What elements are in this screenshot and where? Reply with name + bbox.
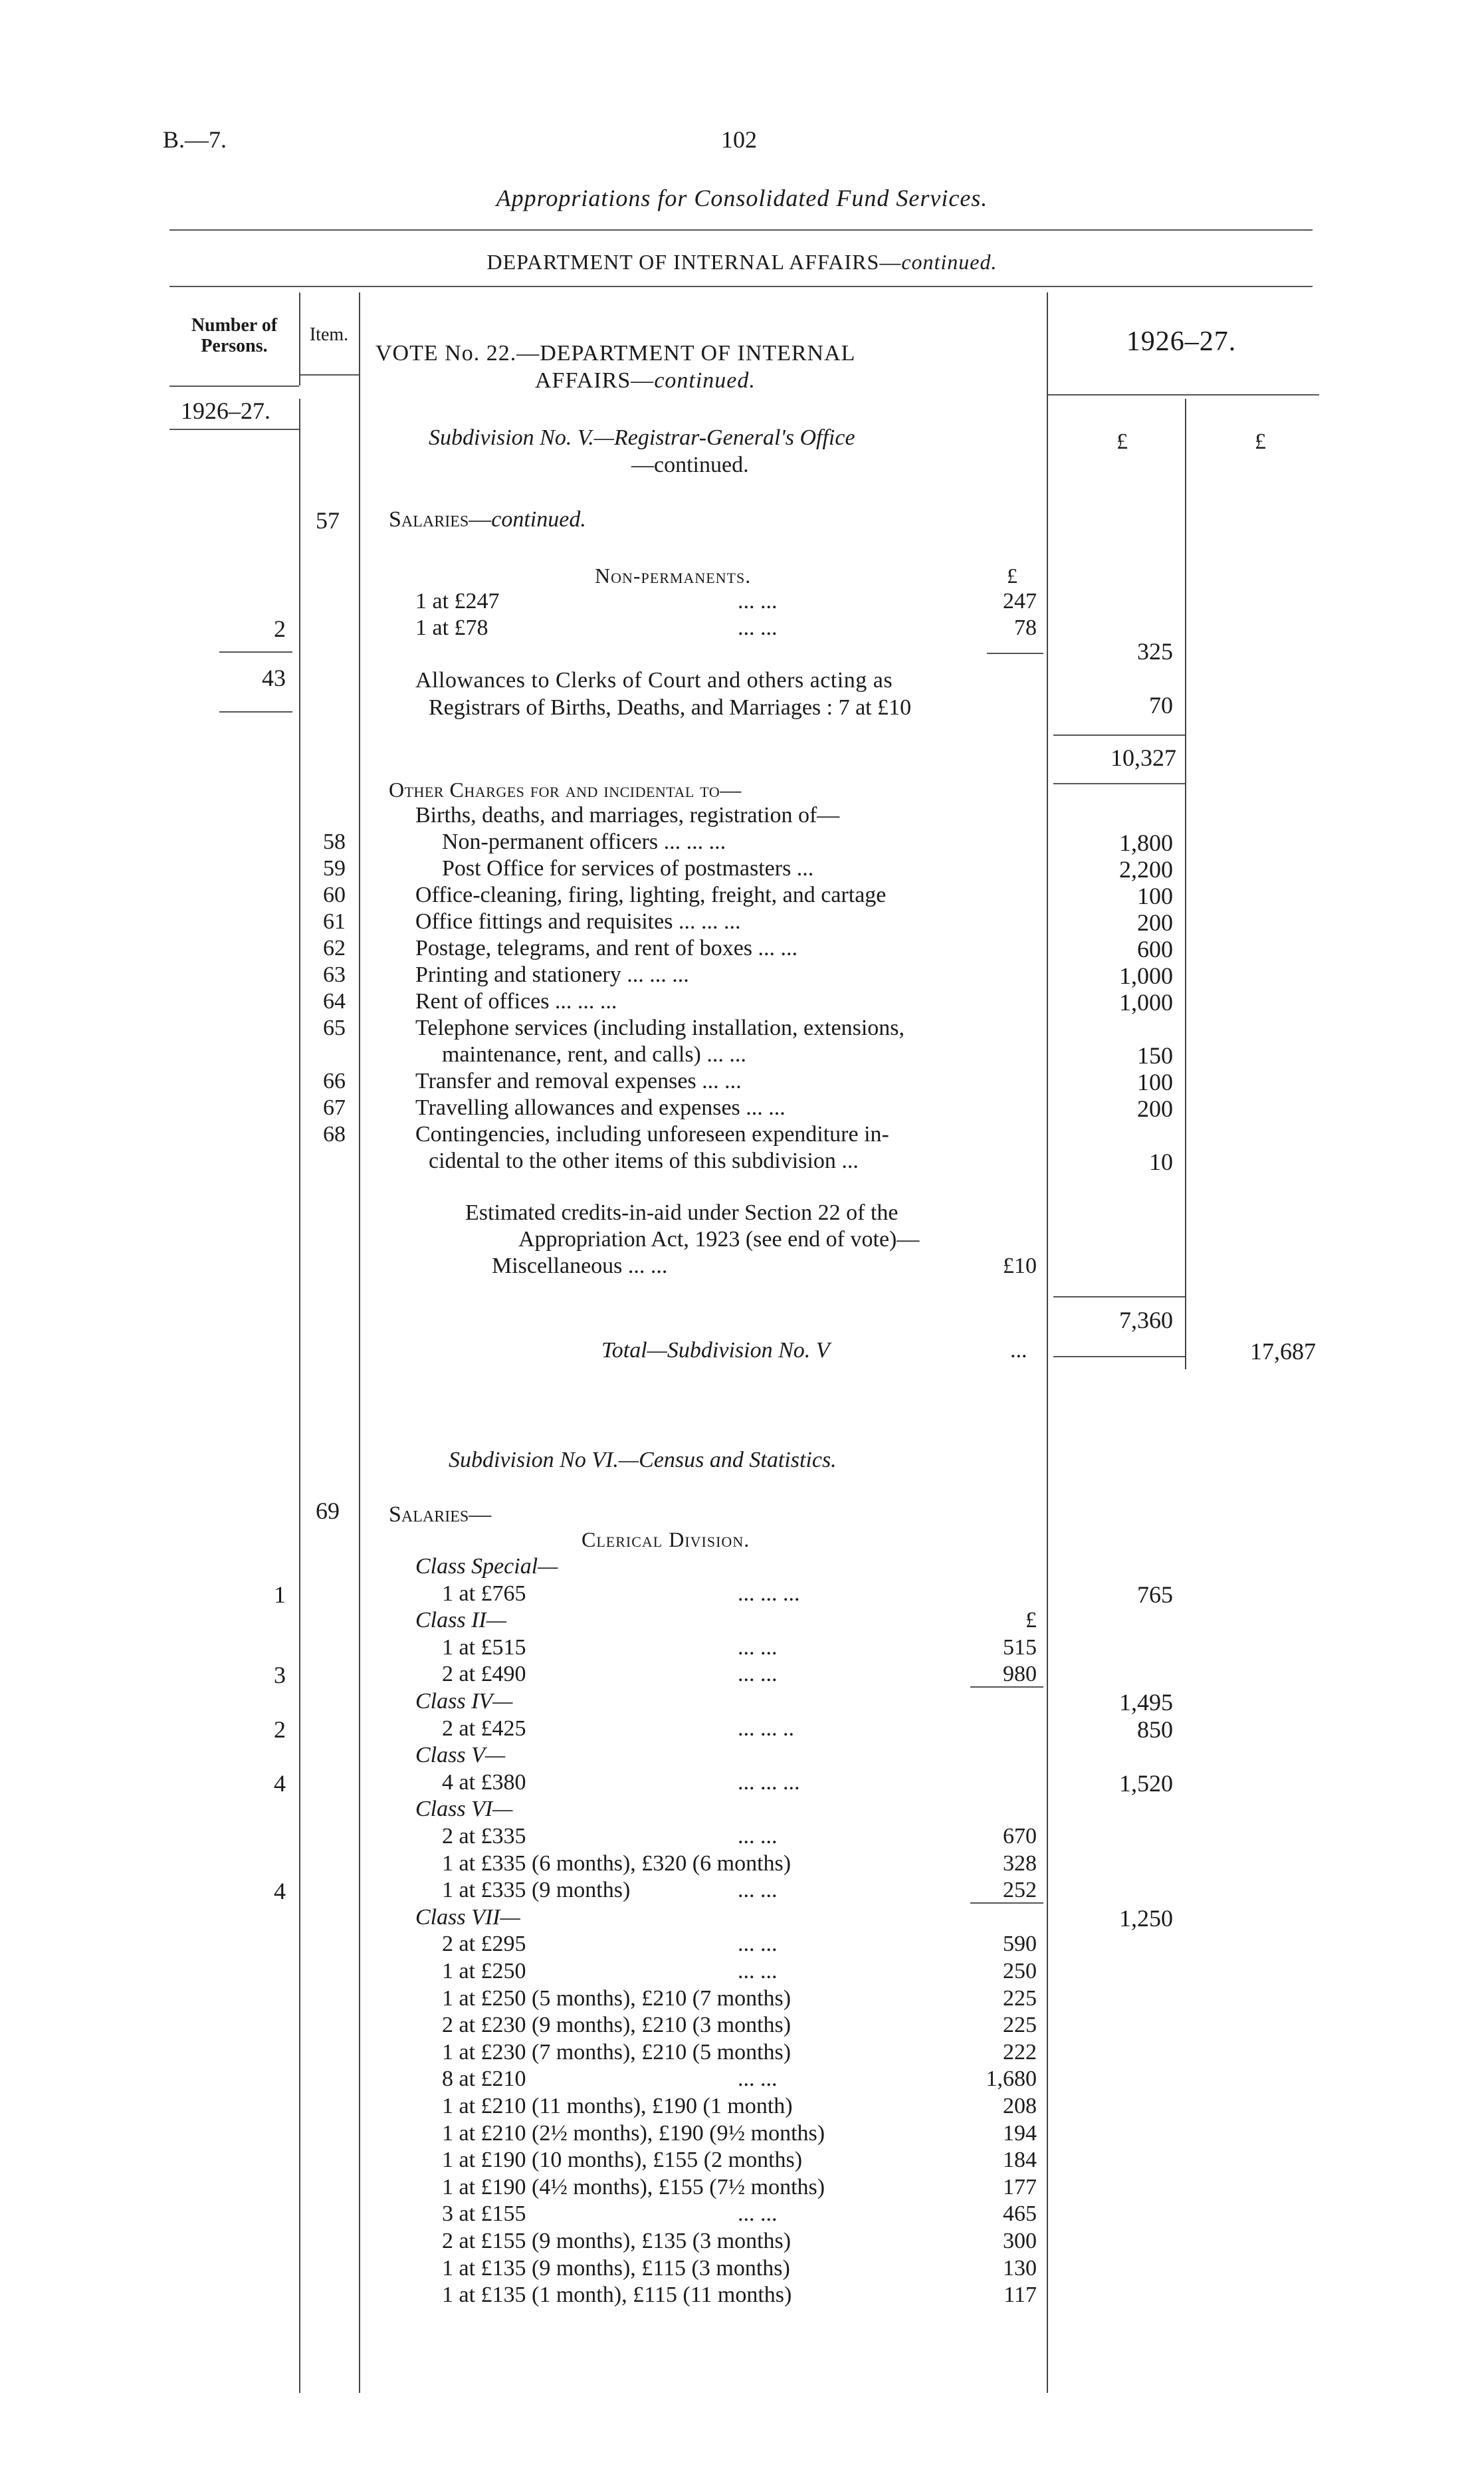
credits-line-3: Miscellaneous ... ... [492,1254,668,1278]
row-label: 2 at £230 (9 months), £210 (3 months) [442,2013,792,2037]
non-permanents-pound: £ [1007,564,1017,588]
item-value: 1,800 [1119,830,1173,856]
item-number: 61 [323,909,346,934]
class-heading: Class V— [415,1743,506,1767]
row-value: 117 [1004,2283,1037,2307]
item-value: 2,200 [1119,856,1173,883]
np-row-1-value: 247 [1003,589,1037,614]
item-number: 66 [323,1069,346,1093]
other-charges-total: 7,360 [1119,1307,1173,1333]
row-value: 194 [1003,2121,1037,2146]
row-label: 2 at £295 [442,1932,526,1956]
item-label: Office-cleaning, firing, lighting, freight, and cartage [415,883,887,907]
clerical-division-heading: Clerical Division. [582,1527,750,1551]
item-value: 600 [1137,936,1173,962]
item-label: Rent of offices ... ... ... [415,989,617,1014]
row-total: 1,520 [1119,1770,1173,1797]
vrule-col1 [1185,399,1186,1369]
header-year: 1926–27. [1126,326,1237,357]
row-value: 250 [1003,1959,1037,1983]
item-number: 63 [323,962,346,987]
item-number: 59 [323,856,346,881]
salaries-continued: continued. [491,507,586,532]
pound-col-2: £ [1255,429,1266,454]
class-heading: Class Special— [415,1554,558,1579]
row-label: 1 at £210 (2½ months), £190 (9½ months) [442,2121,825,2146]
vrule-persons-header [299,292,300,386]
page-ref: B.—7. [163,126,227,153]
row-label: 1 at £250 [442,1959,526,1983]
np-row-2-label: 1 at £78 [415,616,488,640]
row-dots: ... ... [738,1635,778,1660]
item-number: 68 [323,1122,346,1147]
department-main: DEPARTMENT OF INTERNAL AFFAIRS— [486,250,902,274]
class-total: 1,250 [1119,1905,1173,1932]
item-57: 57 [316,507,340,534]
subdiv-v-title-2: —continued. [631,453,749,477]
other-charges-sum-rule [1053,1296,1185,1297]
vote-line-2-main: AFFAIRS— [535,368,655,393]
row-value: 252 [1003,1878,1037,1902]
credits-value: £10 [1003,1254,1037,1278]
total-subdivision-v-dots: ... [1010,1338,1027,1363]
year-left: 1926–27. [181,397,270,424]
salaries-heading [389,508,586,531]
item-number: 60 [323,883,346,907]
row-value: 515 [1003,1635,1037,1660]
allowances-value: 70 [1149,692,1173,719]
row-persons: 2 [274,1716,286,1743]
item-label: Post Office for services of postmasters ... [442,856,814,881]
row-persons: 4 [274,1770,286,1797]
persons-rule-2 [219,711,292,713]
item-label: cidental to the other items of this subdivision ... [429,1149,859,1173]
row-label: 2 at £425 [442,1716,526,1741]
item-number: 62 [323,936,346,960]
row-label: 2 at £490 [442,1662,526,1686]
rule-persons-header [169,386,299,387]
row-value: 328 [1003,1851,1037,1876]
sum-rule [970,1686,1043,1688]
persons-sum-rule [219,651,292,653]
row-value: 670 [1003,1824,1037,1849]
row-value: 225 [1003,1986,1037,2011]
item-label: Transfer and removal expenses ... ... [415,1069,742,1093]
np-total: 325 [1137,638,1173,665]
salaries-total-rule [1053,783,1185,784]
np-persons: 2 [274,616,286,642]
other-charges-heading: Other Charges for and incidental to— [389,778,742,802]
row-label: 2 at £155 (9 months), £135 (3 months) [442,2229,792,2253]
item-value: 10 [1149,1149,1173,1175]
row-dots: ... ... [738,2067,778,2091]
item-number: 67 [323,1095,346,1120]
row-dots: ... ... [738,2201,778,2226]
credits-line-1: Estimated credits-in-aid under Section 22 of the [465,1200,899,1225]
row-label: 1 at £515 [442,1635,526,1660]
row-value: 130 [1003,2256,1037,2281]
row-label: 1 at £135 (1 month), £115 (11 months) [442,2283,792,2307]
row-dots: ... ... [738,1878,778,1902]
row-value: 208 [1003,2094,1037,2118]
allowances-line-2: Registrars of Births, Deaths, and Marriages : 7 at £10 [429,695,912,720]
credits-line-2: Appropriation Act, 1923 (see end of vote)— [518,1227,920,1252]
rule-item-header [299,374,359,376]
item-label: Non-permanent officers ... ... ... [442,830,726,854]
row-label: 1 at £765 [442,1581,526,1606]
row-label: 8 at £210 [442,2067,526,2091]
row-label: 1 at £135 (9 months), £115 (3 months) [442,2256,790,2281]
vote-line-2 [535,370,756,392]
row-total: 850 [1137,1716,1173,1743]
row-value: 222 [1003,2040,1037,2065]
np-row-1-dots: ... ... [738,589,778,614]
header-item: Item. [309,324,349,345]
subdiv-vi-title: Subdivision No VI.—Census and Statistics. [449,1448,837,1472]
row-dots: ... ... ... [738,1581,800,1606]
item-label: Office fittings and requisites ... ... ... [415,909,741,934]
row-persons: 1 [274,1581,286,1608]
row-dots: ... ... [738,1662,778,1686]
np-row-2-value: 78 [1014,616,1037,640]
class-heading: Class VI— [415,1797,513,1821]
total-subdivision-v-value: 17,687 [1250,1338,1316,1365]
row-value: 465 [1003,2201,1037,2226]
np-sum-rule [987,653,1043,654]
item-label: Contingencies, including unforeseen expenditure in- [415,1122,889,1147]
item-value: 1,000 [1119,989,1173,1016]
row-persons: 4 [274,1878,286,1904]
item-label: Telephone services (including installation, extensions, [415,1016,904,1040]
header-number-of-persons: Number of Persons. [191,315,278,356]
row-label: 1 at £190 (4½ months), £155 (7½ months) [442,2175,825,2199]
item-69: 69 [316,1498,340,1524]
vrule-persons [299,399,300,2393]
row-value: 177 [1003,2175,1037,2199]
row-label: 1 at £190 (10 months), £155 (2 months) [442,2148,803,2172]
subdiv-v-title-1: Subdivision No. V.—Registrar-General's Office [429,425,855,450]
rule-year-header [1047,394,1319,395]
row-dots: ... ... .. [738,1716,794,1741]
salaries-vi-heading: Salaries— [389,1502,492,1527]
row-value: 184 [1003,2148,1037,2172]
item-value: 100 [1137,883,1173,909]
row-dots: ... ... [738,1932,778,1956]
row-label: 2 at £335 [442,1824,526,1849]
vrule-text [1047,292,1048,2393]
item-number: 64 [323,989,346,1014]
salaries-label: Salaries— [389,507,492,532]
rule-under-year-left [169,429,299,430]
row-value: 1,680 [986,2067,1037,2091]
row-label: 1 at £335 (9 months) [442,1878,631,1902]
department-heading [0,251,1484,273]
vrule-item [359,292,360,2393]
np-row-2-dots: ... ... [738,616,778,640]
row-label: 3 at £155 [442,2201,526,2226]
row-label: 4 at £380 [442,1770,526,1795]
item-label: Travelling allowances and expenses ... ... [415,1095,786,1120]
row-total: 765 [1137,1581,1173,1608]
row-value: 225 [1003,2013,1037,2037]
non-permanents-heading: Non-permanents. [595,564,752,588]
row-dots: ... ... [738,1959,778,1983]
row-label: 1 at £210 (11 months), £190 (1 month) [442,2094,793,2118]
row-persons: 3 [274,1662,286,1688]
item-number: 58 [323,830,346,854]
row-value: 590 [1003,1932,1037,1956]
item-value: 100 [1137,1069,1173,1095]
row-label: 1 at £335 (6 months), £320 (6 months) [442,1851,792,1876]
rule-top [169,229,1313,231]
item-value: 200 [1137,1095,1173,1122]
total-subdivision-v-label: Total—Subdivision No. V [601,1338,830,1363]
np-row-1-label: 1 at £247 [415,589,500,614]
row-dots: ... ... [738,1824,778,1849]
allowances-line-1: Allowances to Clerks of Court and others acting as [415,668,893,693]
rule-under-department [169,286,1313,287]
class-heading: Class II— [415,1608,506,1632]
item-value: 150 [1137,1042,1173,1069]
bdm-heading: Births, deaths, and marriages, registration of— [415,803,840,828]
vote-line-1: VOTE No. 22.—DEPARTMENT OF INTERNAL [375,341,856,366]
item-label: maintenance, rent, and calls) ... ... [442,1042,746,1067]
salaries-sum-rule [1053,734,1185,736]
vote-line-2-continued: continued. [654,368,756,393]
row-dots: ... ... ... [738,1770,800,1795]
class-heading: Class IV— [415,1689,513,1714]
item-number: 65 [323,1016,346,1040]
class-pound: £ [1025,1608,1037,1632]
row-label: 1 at £230 (7 months), £210 (5 months) [442,2040,792,2065]
item-value: 200 [1137,909,1173,936]
sum-rule [970,1902,1043,1904]
row-value: 980 [1003,1662,1037,1686]
department-continued: continued. [901,250,998,274]
item-label: Postage, telegrams, and rent of boxes ... ... [415,936,798,960]
salaries-total: 10,327 [1111,744,1176,771]
class-total: 1,495 [1119,1689,1173,1716]
item-label: Printing and stationery ... ... ... [415,962,689,987]
page-number: 102 [721,126,757,153]
row-value: 300 [1003,2229,1037,2253]
allowances-persons: 43 [262,665,286,691]
item-value: 1,000 [1119,962,1173,989]
other-charges-total-rule [1053,1356,1185,1357]
pound-col-1: £ [1116,429,1128,454]
class-heading: Class VII— [415,1905,520,1930]
row-label: 1 at £250 (5 months), £210 (7 months) [442,1986,792,2011]
page-title: Appropriations for Consolidated Fund Services. [496,185,988,211]
